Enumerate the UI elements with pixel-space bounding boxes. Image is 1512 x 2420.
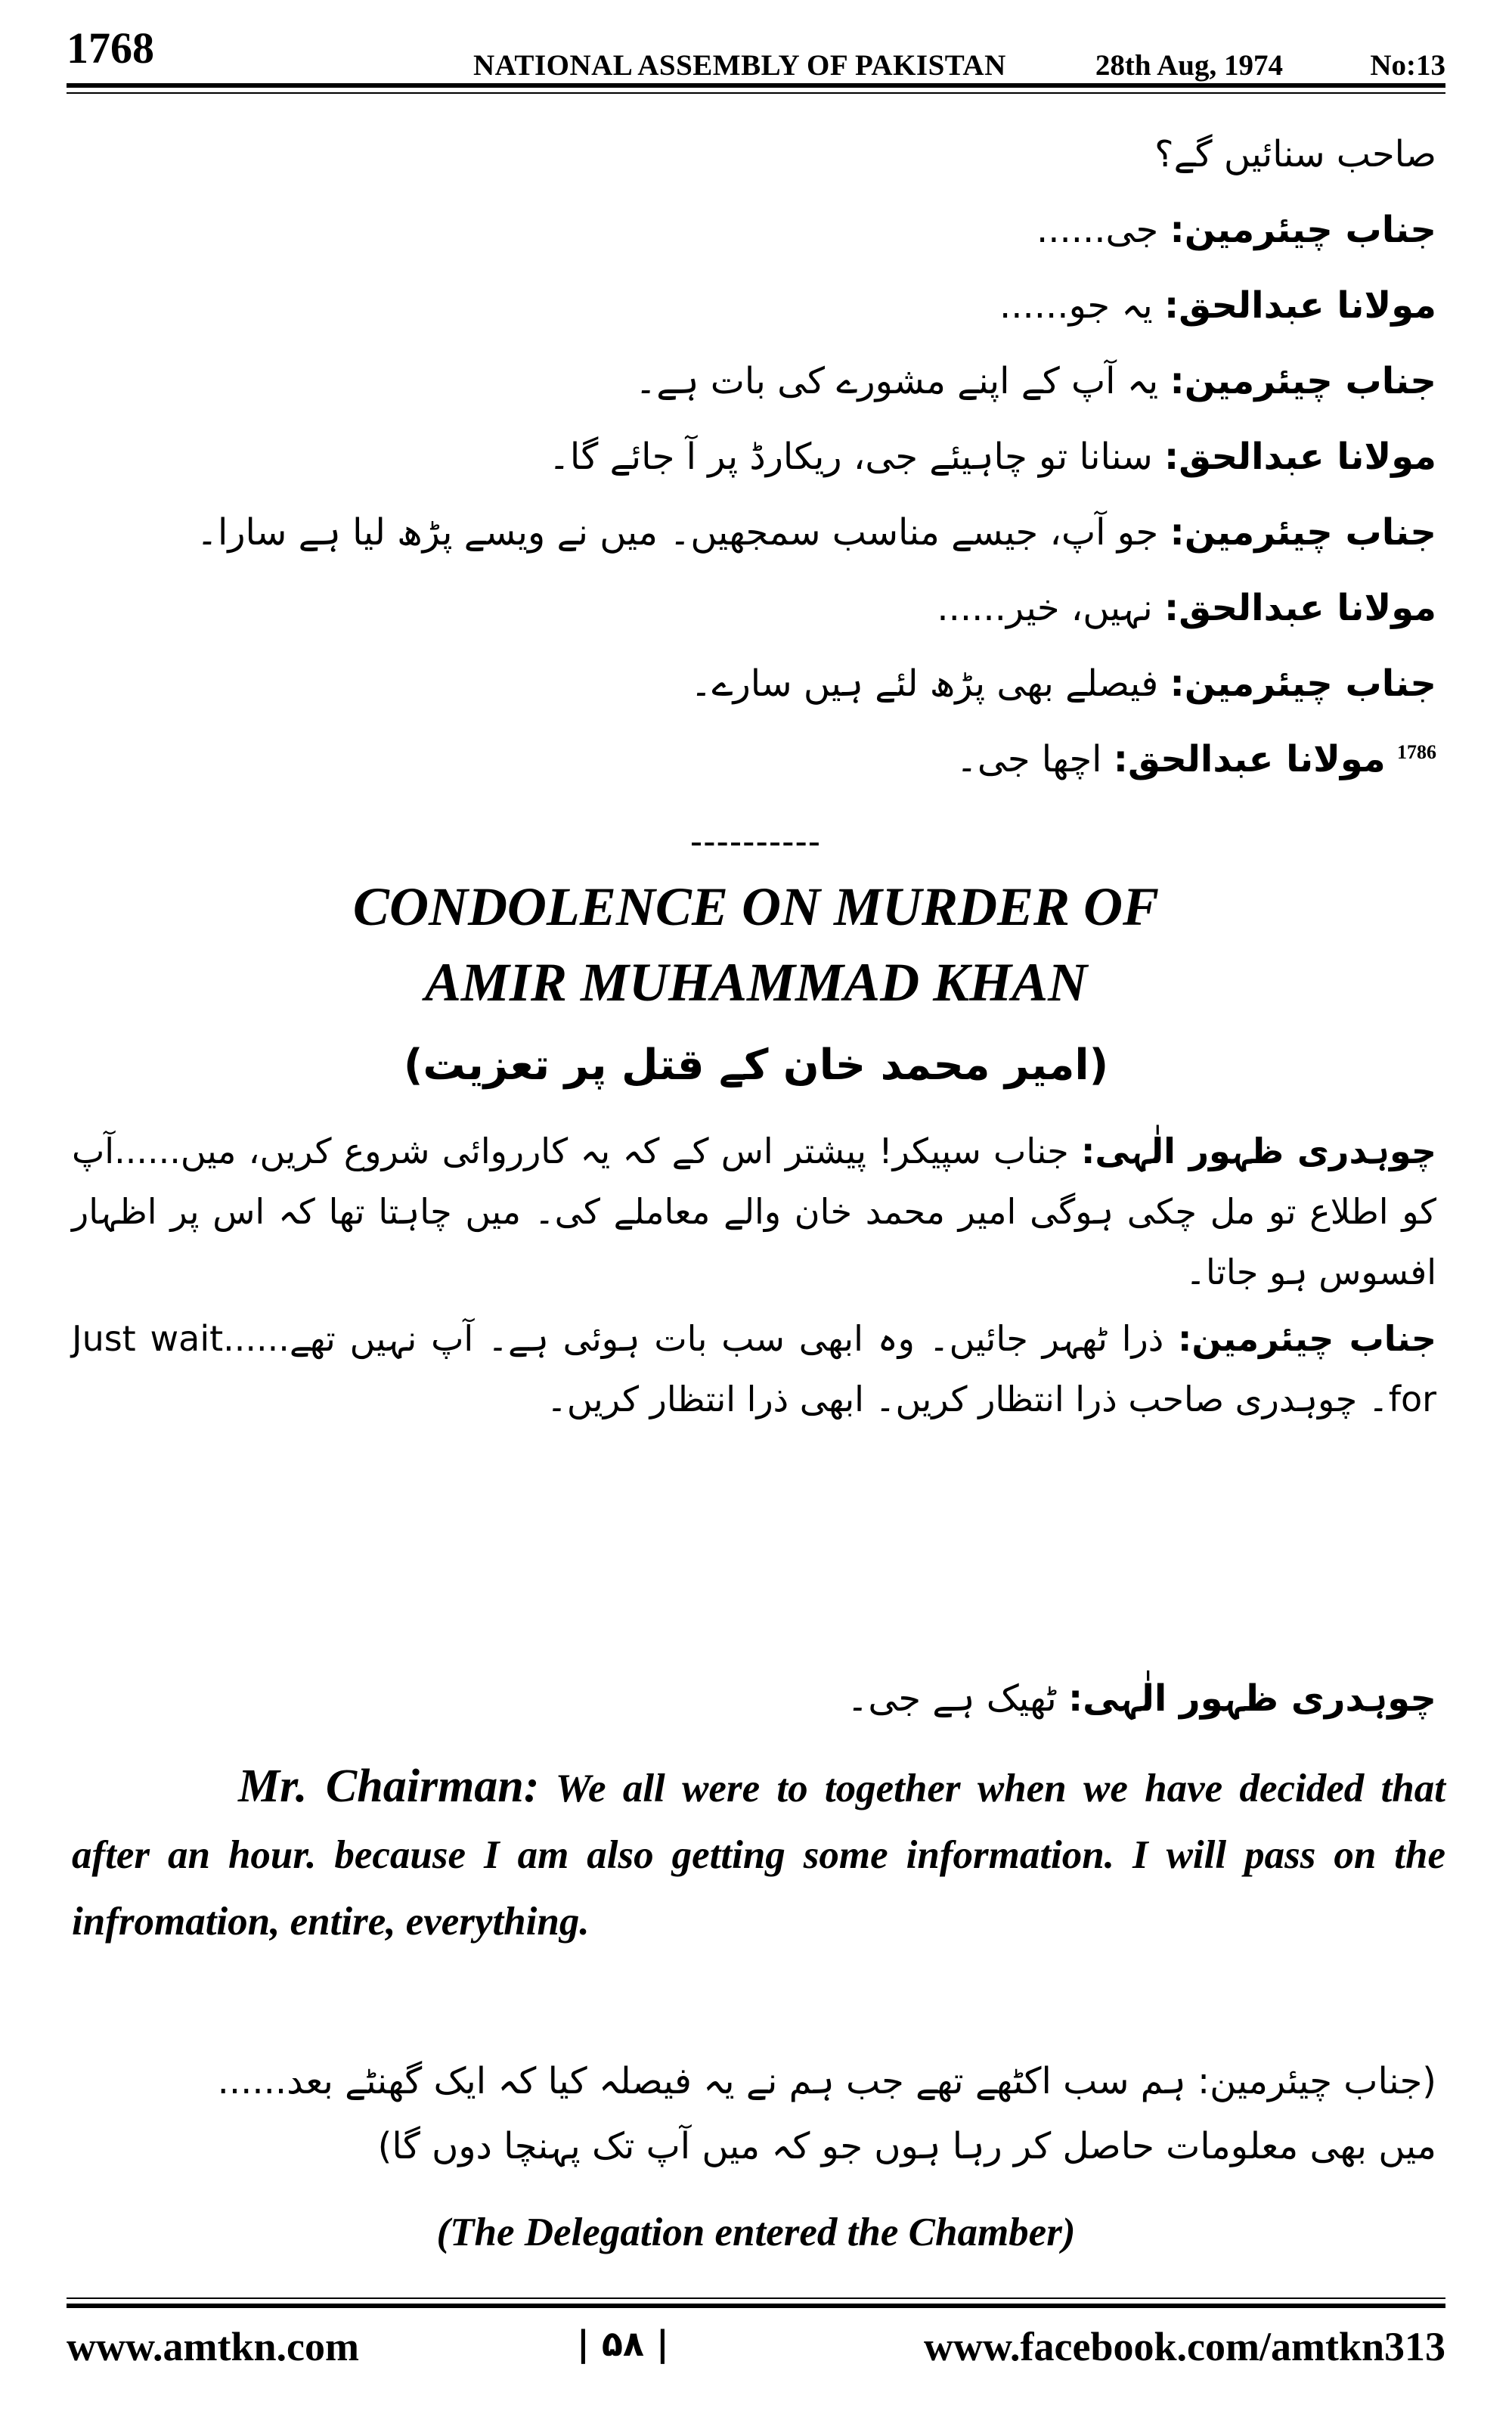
dialogue-speaker: جناب چیئرمین: [1170,209,1436,251]
dialogue-text: یہ آپ کے اپنے مشورے کی بات ہے۔ [635,360,1159,402]
footer-page-number: | ۵۸ | [577,2323,669,2364]
section-title-line2: AMIR MUHAMMAD KHAN [424,952,1088,1013]
header-issue: No:13 [1370,49,1445,82]
dialogue-text: سنانا تو چاہیئے جی، ریکارڈ پر آ جائے گا۔ [548,436,1153,478]
section-title-urdu: (امیر محمد خان کے قتل پر تعزیت) [403,1041,1109,1090]
paragraph-speaker: چوہدری ظہور الٰہی: [1067,1677,1436,1720]
dialogue-line [999,284,1436,327]
section-title-line1: CONDOLENCE ON MURDER OF [352,876,1160,937]
dialogue-speaker: مولانا عبدالحق: [1164,436,1436,478]
footer-rule-thin [67,2297,1445,2299]
dialogue-text: نہیں، خیر...... [937,587,1153,629]
dialogue-line [956,738,1436,780]
page-number: 1768 [67,23,154,73]
header-date: 28th Aug, 1974 [1095,49,1283,82]
header-title: NATIONAL ASSEMBLY OF PAKISTAN [473,49,1006,82]
header-rule-thin [67,92,1445,94]
dialogue-line [1154,133,1436,175]
urdu-paragraph [72,1121,1436,1302]
dialogue-text: جی...... [1036,209,1159,251]
dialogue-speaker: جناب چیئرمین: [1170,662,1436,705]
dialogue-speaker: مولانا عبدالحق: [1164,587,1436,629]
dialogue-text: یہ جو...... [999,284,1153,327]
urdu-paragraph [72,1308,1436,1429]
dialogue-line [635,360,1436,402]
paragraph-speaker: چوہدری ظہور الٰہی: [1080,1131,1436,1171]
dialogue-text: جو آپ، جیسے مناسب سمجھیں۔ میں نے ویسے پڑھ لیا ہے سارا۔ [196,511,1159,554]
dialogue-line [197,511,1436,554]
dialogue-line [937,587,1436,629]
dialogue-speaker: مولانا عبدالحق: [1113,738,1386,780]
footer-facebook-link[interactable]: www.facebook.com/amtkn313 [924,2324,1445,2369]
page-marker: 1786 [1397,741,1436,763]
english-paragraph [72,1753,1445,1955]
dialogue-speaker: جناب چیئرمین: [1170,511,1436,554]
delegation-note: (The Delegation entered the Chamber) [436,2211,1076,2254]
dialogue-text: اچھا جی۔ [956,738,1102,780]
page-header [67,14,1445,82]
translation-line1: (جناب چیئرمین: ہم سب اکٹھے تھے جب ہم نے یہ فیصلہ کیا کہ ایک گھنٹے بعد...... [217,2060,1436,2102]
paragraph-text: ذرا ٹھہر جائیں۔ وہ ابھی سب بات ہوئی ہے۔ آپ نہیں تھے......Just wait for۔ چوہدری صاحب ذرا انتظار کریں۔ ابھی ذرا انتظار کریں۔ [72,1318,1436,1419]
english-text: We all were to together when we have decided that after an hour. because I am also getting some information. I will pass on the infromation, entire, everything. [72,1767,1445,1944]
page-footer [67,2323,1445,2384]
dialogue-text: صاحب سنائیں گے؟ [1154,133,1436,175]
paragraph-speaker: جناب چیئرمین: [1178,1318,1437,1359]
paragraph-text: ٹھیک ہے جی۔ [847,1677,1057,1720]
footer-website-link[interactable]: www.amtkn.com [67,2324,359,2369]
urdu-paragraph [847,1677,1436,1720]
dialogue-line [1036,209,1436,251]
paragraph-text: جناب سپیکر! پیشتر اس کے کہ یہ کارروائی شروع کریں، میں......آپ کو اطلاع تو مل چکی ہوگی امیر محمد خان والے معاملے کی۔ میں چاہتا تھا کہ اس پر اظہار افسوس ہو جاتا۔ [72,1131,1436,1292]
dialogue-speaker: مولانا عبدالحق: [1164,284,1436,327]
dialogue-line [549,436,1436,478]
header-rule-thick [67,83,1445,88]
english-speaker: Mr. Chairman: [238,1761,540,1812]
dialogue-speaker: جناب چیئرمین: [1170,360,1436,402]
translation-line2: میں بھی معلومات حاصل کر رہا ہوں جو کہ میں آپ تک پہنچا دوں گا) [377,2125,1436,2167]
dialogue-line [690,662,1436,705]
dialogue-text: فیصلے بھی پڑھ لئے ہیں سارے۔ [690,662,1159,705]
footer-rule-thick [67,2304,1445,2308]
section-separator: ---------- [690,821,822,860]
